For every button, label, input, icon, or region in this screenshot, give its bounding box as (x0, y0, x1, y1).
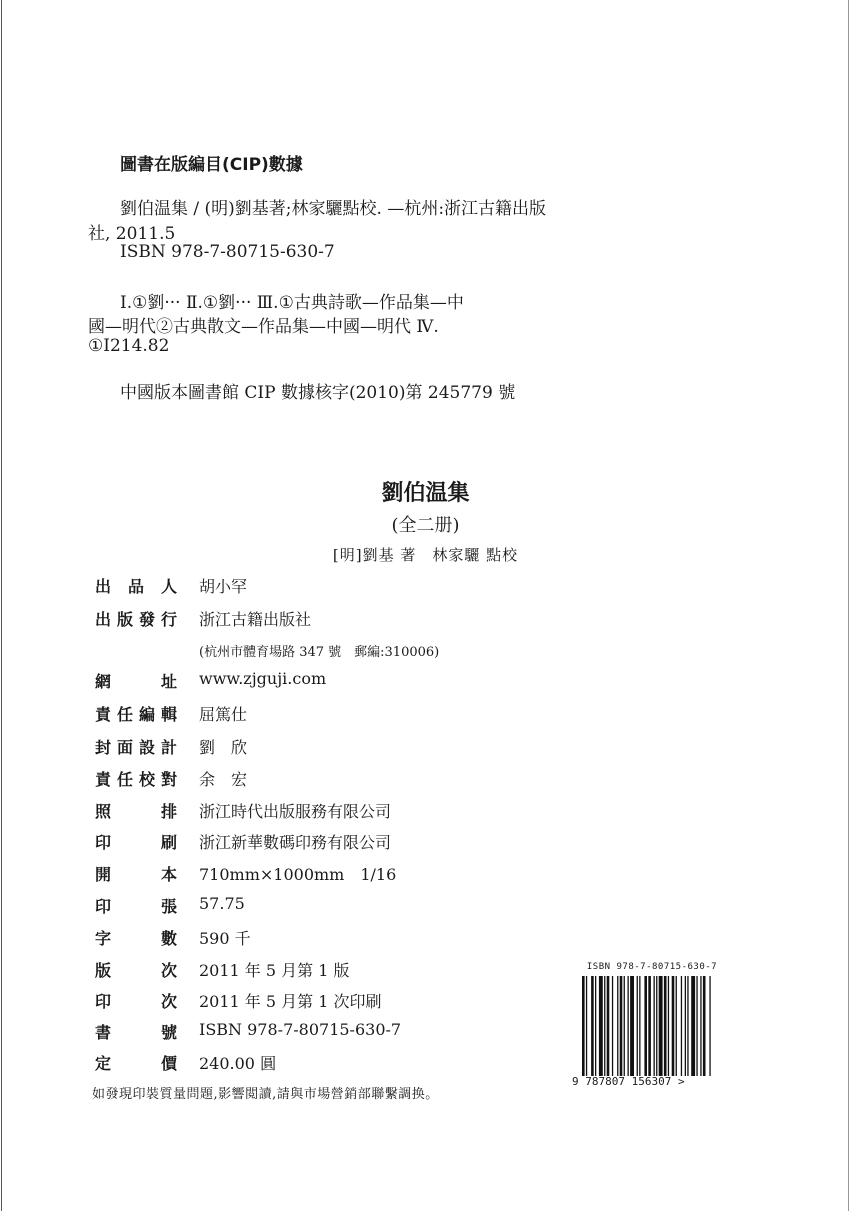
detail-label: 責任校對 (95, 770, 177, 789)
barcode-bar (604, 976, 605, 1076)
barcode-bar (595, 976, 596, 1076)
barcode-bar (644, 976, 647, 1076)
cip-classification-1: Ⅰ.①劉··· Ⅱ.①劉··· Ⅲ.①古典詩歌—作品集—中 (120, 293, 464, 313)
detail-label: 開本 (95, 865, 177, 884)
detail-value: 2011 年 5 月第 1 版 (199, 961, 350, 980)
detail-label: 印次 (95, 992, 177, 1011)
detail-value: 2011 年 5 月第 1 次印刷 (199, 992, 382, 1011)
detail-label: 責任編輯 (95, 705, 177, 724)
detail-label: 印張 (95, 897, 177, 916)
barcode-bar (607, 976, 610, 1076)
barcode-bar (696, 976, 697, 1076)
barcode-bar (703, 976, 706, 1076)
barcode-bar (599, 976, 603, 1076)
isbn-barcode (568, 962, 736, 1092)
barcode-bar (709, 976, 710, 1076)
barcode-bars (568, 976, 718, 1078)
cip-classification-3: ①I214.82 (88, 336, 170, 356)
detail-label: 封面設計 (95, 738, 177, 757)
barcode-bar (668, 976, 669, 1076)
publisher-address: (杭州市體育場路 347 號 郵編:310006) (199, 645, 440, 660)
barcode-bar (628, 976, 629, 1076)
cip-heading: 圖書在版編目(CIP)數據 (120, 155, 303, 175)
barcode-isbn-text: ISBN 978-7-80715-630-7 (586, 962, 718, 972)
barcode-bar (612, 976, 613, 1076)
book-title: 劉伯温集 (381, 481, 470, 506)
barcode-bar (586, 976, 587, 1076)
barcode-bar (656, 976, 657, 1076)
barcode-bar (691, 976, 695, 1076)
barcode-bar (687, 976, 688, 1076)
detail-value: 57.75 (199, 894, 245, 913)
detail-label: 字數 (95, 929, 177, 948)
detail-value: 浙江新華數碼印務有限公司 (199, 833, 392, 852)
barcode-bar (630, 976, 634, 1076)
barcode-bar (681, 976, 682, 1076)
cip-line-1: 劉伯温集 / (明)劉基著;林家驪點校. —杭州:浙江古籍出版 (120, 199, 547, 219)
detail-value: 240.00 圓 (199, 1054, 277, 1073)
barcode-bar (685, 976, 686, 1076)
barcode-bar (659, 976, 663, 1076)
book-authors: [明]劉基 著 林家驪 點校 (332, 546, 519, 564)
barcode-bar (617, 976, 618, 1076)
detail-value: 590 千 (199, 929, 251, 948)
detail-value: 浙江時代出版服務有限公司 (199, 802, 392, 821)
barcode-bar (639, 976, 640, 1076)
barcode-bar (637, 976, 638, 1076)
detail-label: 定價 (95, 1054, 177, 1073)
detail-value: 胡小罕 (199, 577, 248, 596)
website-link: www.zjguji.com (199, 669, 327, 688)
barcode-bar (620, 976, 623, 1076)
detail-value: 余 宏 (199, 770, 248, 789)
cip-classification-2: 國—明代②古典散文—作品集—中國—明代 Ⅳ. (88, 317, 439, 337)
detail-label: 出版發行 (95, 610, 177, 629)
barcode-bar (648, 976, 651, 1076)
quality-notice: 如發現印裝質量問題,影響閲讀,請與市場營銷部聯繫調换。 (92, 1087, 439, 1102)
page-edge-left (1, 0, 2, 1211)
barcode-bar (664, 976, 667, 1076)
detail-label: 照排 (95, 802, 177, 821)
barcode-bar (654, 976, 655, 1076)
detail-value: 710mm×1000mm 1/16 (199, 865, 397, 884)
book-volumes: (全二册) (391, 515, 460, 536)
detail-value: 浙江古籍出版社 (199, 610, 312, 629)
detail-value: ISBN 978-7-80715-630-7 (199, 1020, 402, 1039)
barcode-bar (676, 976, 677, 1076)
barcode-bar (700, 976, 701, 1076)
barcode-bar (582, 976, 585, 1076)
detail-label: 印刷 (95, 833, 177, 852)
cip-line-2: 社, 2011.5 (88, 224, 176, 244)
barcode-bar (672, 976, 675, 1076)
barcode-bar (624, 976, 625, 1076)
detail-label: 網址 (95, 672, 177, 691)
detail-label: 版次 (95, 961, 177, 980)
detail-value: 劉 欣 (199, 738, 248, 757)
page-edge-right (848, 0, 849, 1211)
cip-record-number: 中國版本圖書館 CIP 數據核字(2010)第 245779 號 (120, 383, 516, 403)
barcode-bar (591, 976, 594, 1076)
detail-label: 出品人 (95, 577, 177, 596)
barcode-digits: 9 787807 156307 > (572, 1075, 685, 1088)
cip-isbn: ISBN 978-7-80715-630-7 (120, 242, 335, 262)
detail-label: 書號 (95, 1023, 177, 1042)
detail-value: 屈篤仕 (199, 705, 248, 724)
